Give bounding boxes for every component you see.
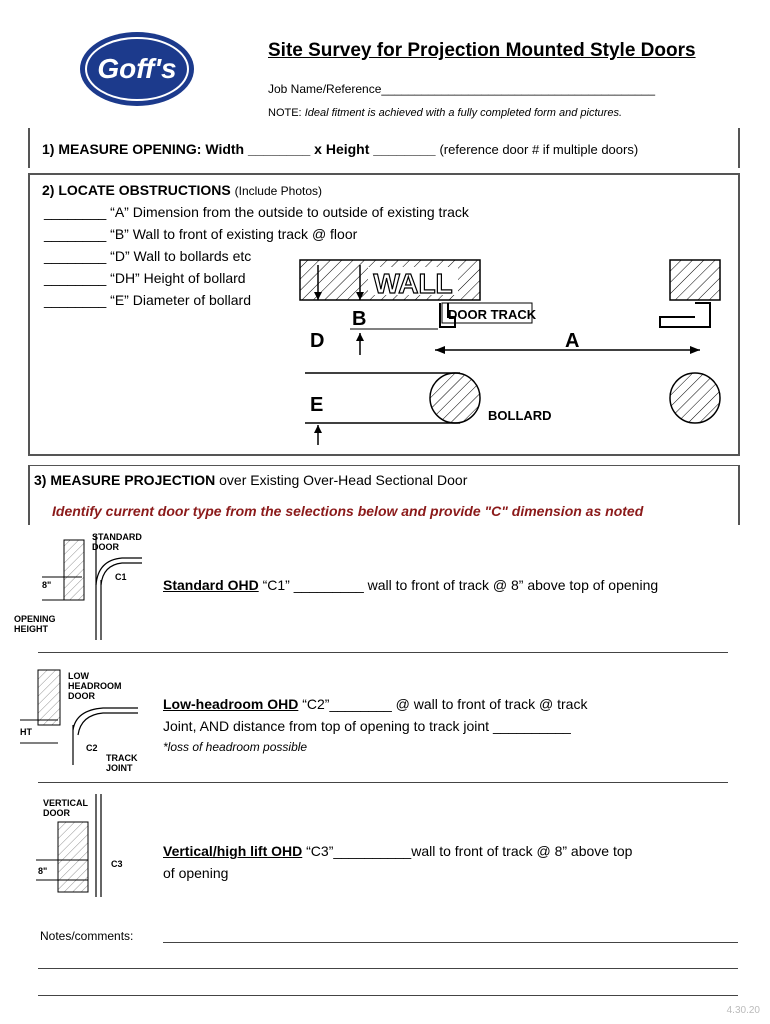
vertical-ohd-label: Vertical/high lift OHD bbox=[163, 843, 303, 859]
note-text: Ideal fitment is achieved with a fully completed form and pictures. bbox=[304, 107, 623, 119]
obstruction-dh[interactable]: ________ “DH” Height of bollard bbox=[44, 270, 246, 286]
logo-text: Goff's bbox=[97, 53, 177, 84]
job-name-field[interactable]: Job Name/Reference_________________________________________ bbox=[268, 82, 656, 96]
wall-label: WALL bbox=[373, 268, 453, 299]
vertical-fig-title-1: VERTICAL bbox=[43, 798, 88, 808]
note bbox=[268, 107, 622, 119]
obstruction-e[interactable]: ________ “E” Diameter of bollard bbox=[44, 292, 252, 308]
a-label: A bbox=[565, 330, 580, 352]
note-label: NOTE: bbox=[268, 107, 302, 119]
notes-label: Notes/comments: bbox=[40, 929, 134, 943]
divider bbox=[38, 652, 728, 653]
vertical-door-figure bbox=[28, 792, 148, 902]
bollard-label: BOLLARD bbox=[488, 408, 552, 423]
standard-door-figure bbox=[12, 530, 147, 645]
version-label: 4.30.20 bbox=[726, 1005, 760, 1016]
standard-fig-title-1: STANDARD bbox=[92, 532, 142, 542]
projection-heading-bold: 3) MEASURE PROJECTION bbox=[34, 472, 216, 488]
standard-fig-8: 8" bbox=[42, 580, 52, 590]
low-fig-title-3: DOOR bbox=[68, 691, 95, 701]
measure-opening-text[interactable]: 1) MEASURE OPENING: Width ________ x Height ________ bbox=[42, 141, 436, 157]
projection-heading bbox=[34, 472, 467, 488]
notes-line[interactable] bbox=[163, 942, 738, 943]
vertical-ohd-text-2: of opening bbox=[163, 865, 229, 881]
low-ohd-text-1: “C2”________ @ wall to front of track @ track bbox=[298, 696, 588, 712]
low-ohd-label: Low-headroom OHD bbox=[163, 696, 299, 712]
low-fig-ht: HT bbox=[20, 727, 32, 737]
b-label: B bbox=[352, 308, 367, 330]
e-label: E bbox=[310, 394, 324, 416]
standard-ohd-text: “C1” _________ wall to front of track @ 8” above top of opening bbox=[258, 577, 659, 593]
standard-fig-oh-2: HEIGHT bbox=[14, 624, 49, 634]
page-title: Site Survey for Projection Mounted Style Doors bbox=[268, 40, 696, 61]
low-headroom-figure bbox=[18, 665, 148, 775]
goffs-logo bbox=[78, 30, 196, 108]
identify-instruction: Identify current door type from the selections below and provide "C" dimension as noted bbox=[52, 503, 644, 519]
low-fig-title-1: LOW bbox=[68, 671, 89, 681]
low-fig-title-2: HEADROOM bbox=[68, 681, 122, 691]
obstruction-diagram bbox=[290, 255, 730, 450]
obstruction-a[interactable]: ________ “A” Dimension from the outside to outside of existing track bbox=[44, 204, 469, 220]
door-track-label: DOOR TRACK bbox=[448, 307, 537, 322]
obstruction-b[interactable]: ________ “B” Wall to front of existing track @ floor bbox=[44, 226, 358, 242]
measure-opening-reference: (reference door # if multiple doors) bbox=[439, 142, 639, 157]
low-fig-tj-2: JOINT bbox=[106, 763, 133, 773]
low-headroom-ohd[interactable] bbox=[163, 696, 587, 712]
low-fig-tj-1: TRACK bbox=[106, 753, 138, 763]
projection-heading-rest: over Existing Over-Head Sectional Door bbox=[215, 472, 468, 488]
standard-ohd-label: Standard OHD bbox=[163, 577, 259, 593]
obstruction-d[interactable]: ________ “D” Wall to bollards etc bbox=[44, 248, 252, 264]
obstructions-heading-note: (Include Photos) bbox=[234, 184, 323, 198]
standard-fig-title-2: DOOR bbox=[92, 542, 119, 552]
low-ohd-text-2[interactable]: Joint, AND distance from top of opening to track joint __________ bbox=[163, 718, 571, 734]
obstructions-heading-text: 2) LOCATE OBSTRUCTIONS bbox=[42, 182, 231, 198]
standard-fig-oh-1: OPENING bbox=[14, 614, 56, 624]
vertical-fig-8: 8" bbox=[38, 866, 48, 876]
low-fig-c2: C2 bbox=[86, 743, 98, 753]
vertical-fig-title-2: DOOR bbox=[43, 808, 70, 818]
d-label: D bbox=[310, 330, 325, 352]
vertical-ohd-text-1: “C3”__________wall to front of track @ 8” above top bbox=[302, 843, 633, 859]
obstructions-heading bbox=[42, 182, 322, 198]
low-ohd-note: *loss of headroom possible bbox=[163, 740, 308, 754]
standard-fig-c1: C1 bbox=[115, 572, 127, 582]
notes-line[interactable] bbox=[38, 995, 738, 996]
vertical-fig-c3: C3 bbox=[111, 859, 123, 869]
notes-line[interactable] bbox=[38, 968, 738, 969]
vertical-ohd[interactable] bbox=[163, 843, 632, 859]
measure-opening bbox=[42, 141, 638, 157]
divider bbox=[38, 782, 728, 783]
standard-ohd[interactable] bbox=[163, 577, 658, 593]
